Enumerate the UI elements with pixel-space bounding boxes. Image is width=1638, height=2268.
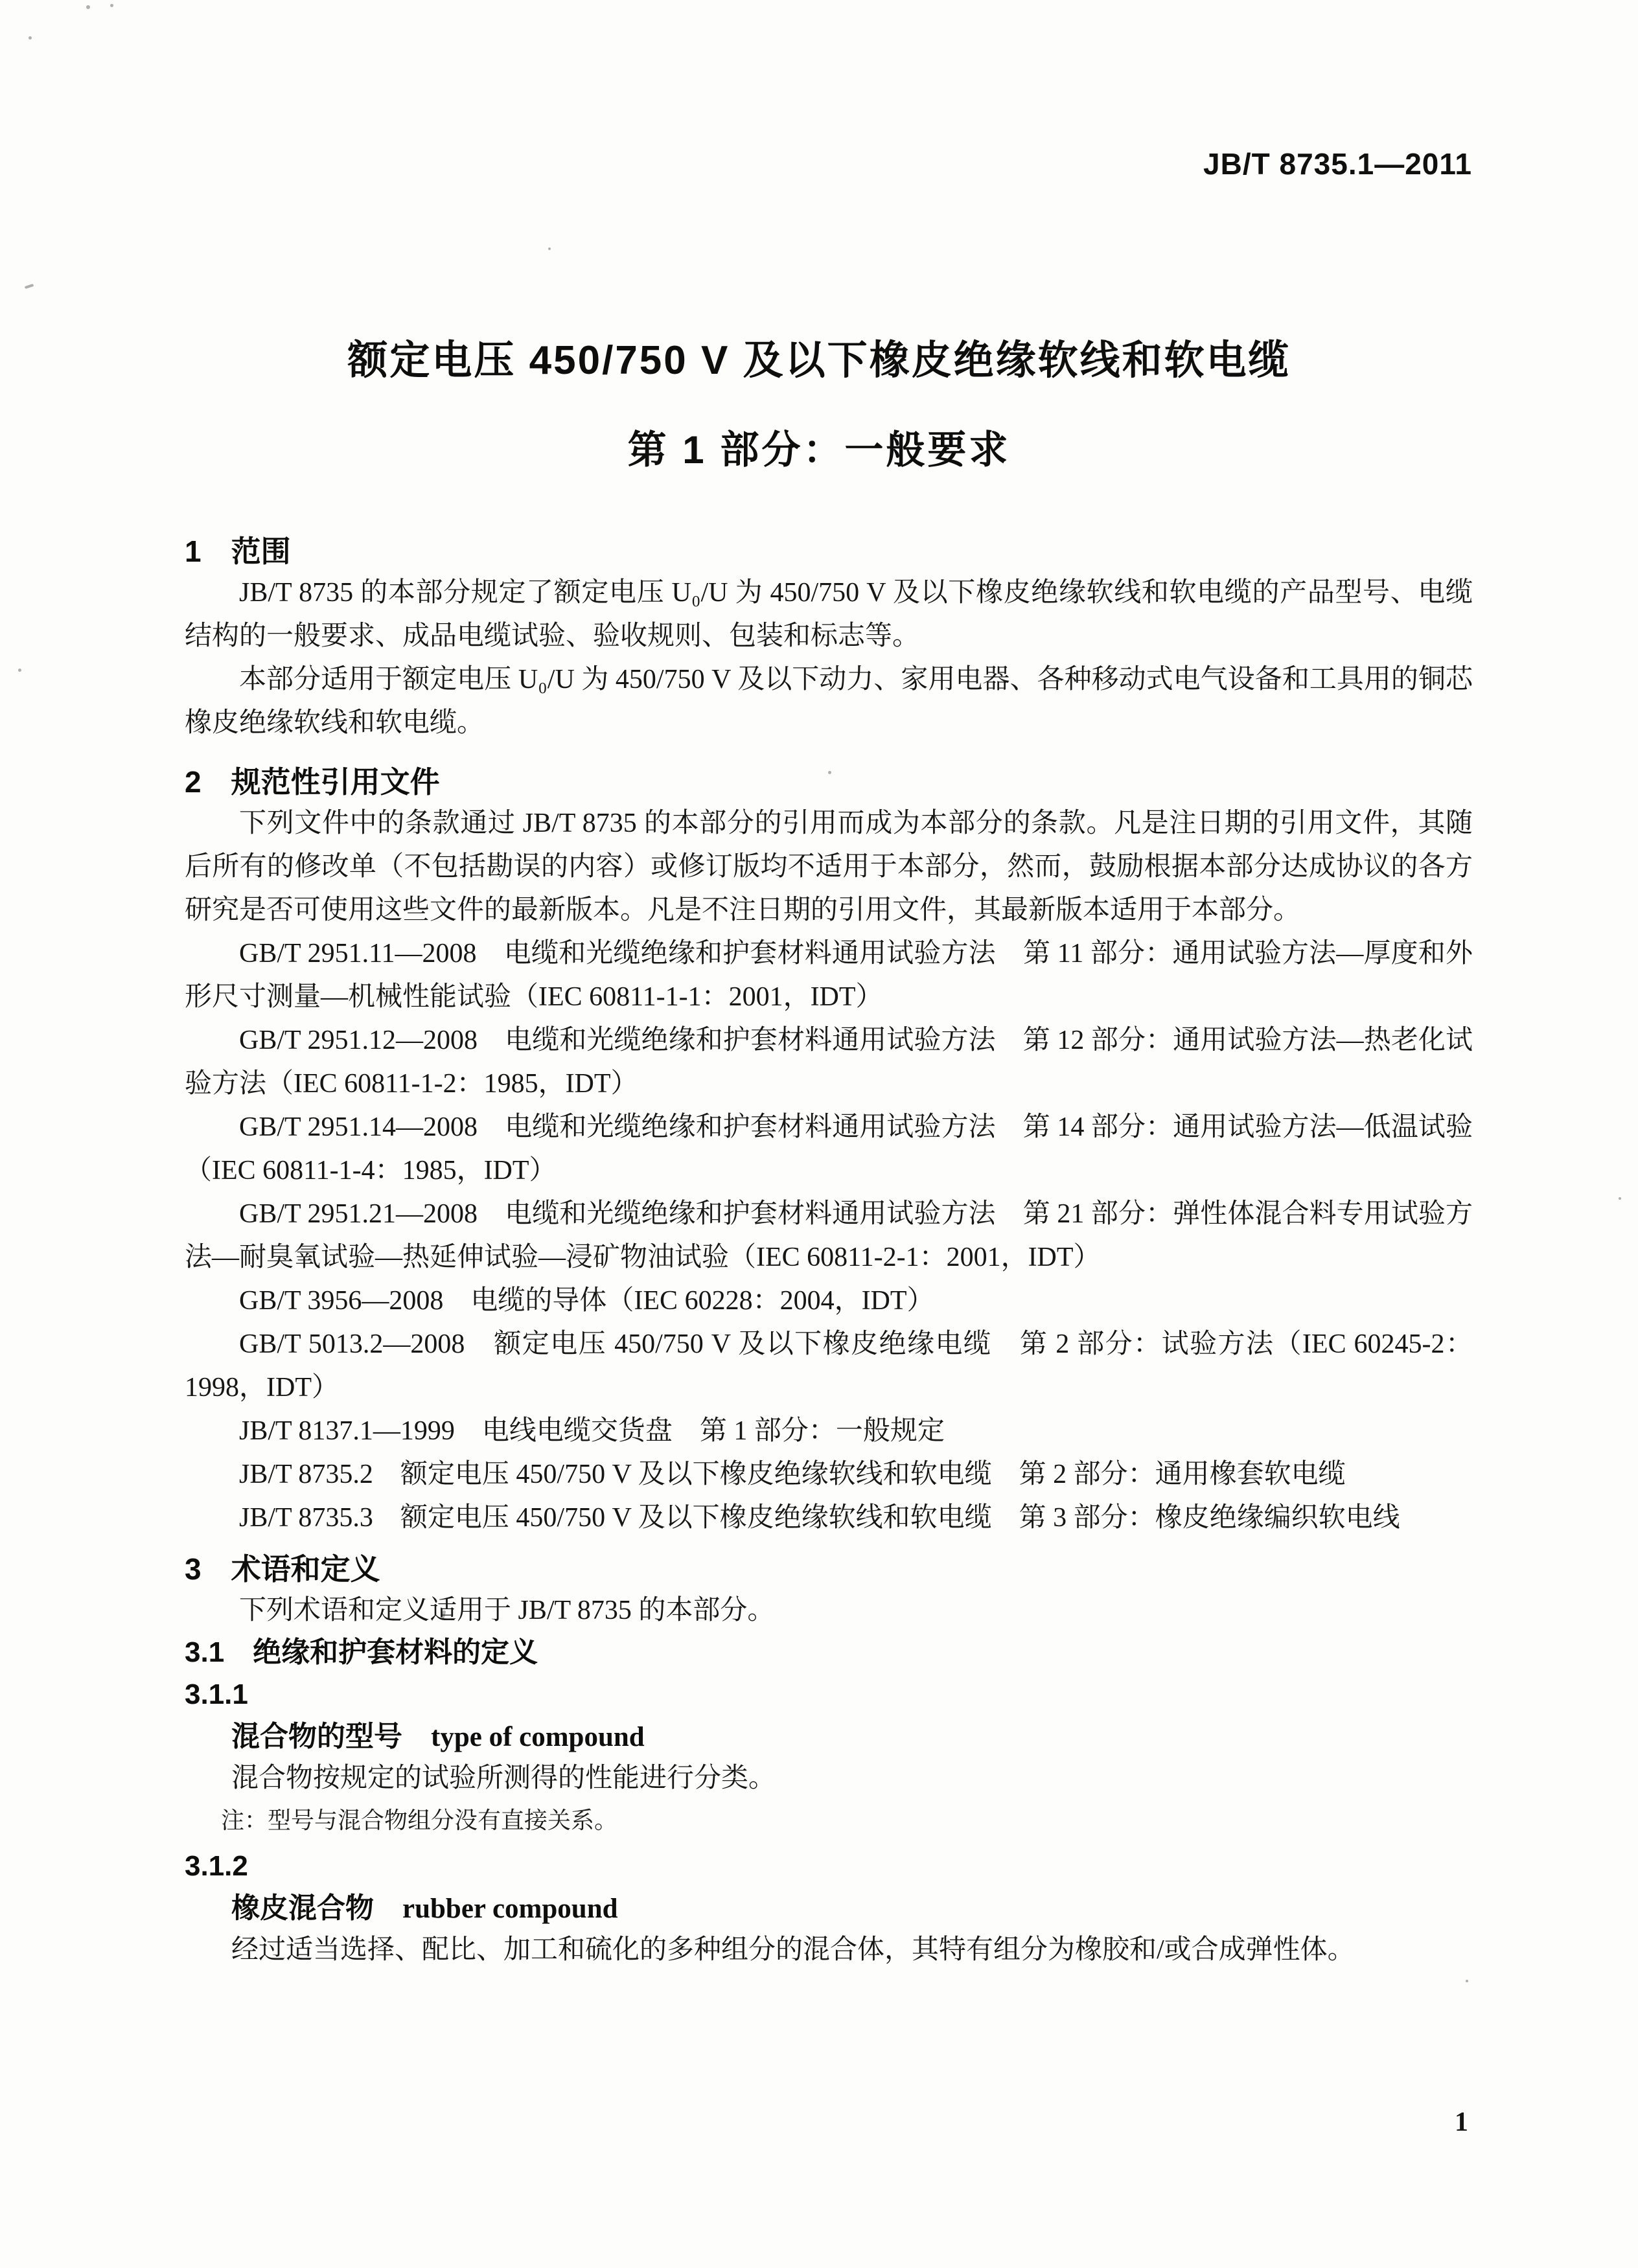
scan-speck [29,36,32,40]
reference-item: JB/T 8735.2 额定电压 450/750 V 及以下橡皮绝缘软线和软电缆 第 2 部分：通用橡套软电缆 [239,1460,1346,1489]
term-name-en: rubber compound [402,1894,618,1924]
scan-speck [110,4,113,7]
references-intro-paragraph: 下列文件中的条款通过 JB/T 8735 的本部分的引用而成为本部分的条款。凡是注日期的引用文件，其随后所有的修改单（不包括勘误的内容）或修订版均不适用于本部分，然而，鼓励根据本部分达成协议的各方研究是否可使用这些文件的最新版本。凡是不注日期的引用文件，其最新版本适用于本部分。 [185,808,1473,925]
term-name-en: type of compound [431,1722,645,1752]
scan-speck [548,247,551,250]
reference-item: GB/T 3956—2008 电缆的导体（IEC 60228：2004，IDT） [239,1286,934,1316]
scan-speck [1466,1980,1468,1982]
term-name-zh: 橡皮混合物 [231,1892,374,1924]
scan-speck [25,284,34,289]
term-entry [231,1889,1473,1929]
term-entry [231,1717,1473,1757]
term-definition: 经过适当选择、配比、加工和硫化的多种组分的混合体，其特有组分为橡胶和/或合成弹性体。 [231,1935,1355,1965]
clause-number-3-1-2: 3.1.2 [185,1850,248,1882]
term-note: 注：型号与混合物组分没有直接关系。 [221,1807,618,1833]
clause-number-3-1-1: 3.1.1 [185,1678,248,1710]
section-3-heading: 3 术语和定义 [185,1552,380,1586]
section-2-heading: 2 规范性引用文件 [185,765,440,799]
reference-item: JB/T 8735.3 额定电压 450/750 V 及以下橡皮绝缘软线和软电缆 第 3 部分：橡皮绝缘编织软电线 [239,1503,1400,1533]
scan-speck [1619,1197,1621,1200]
scan-speck [18,669,21,672]
scan-speck [86,5,90,9]
scope-paragraph-2: 本部分适用于额定电压 U₀/U 为 450/750 V 及以下动力、家用电器、各种移动式电气设备和工具用的铜芯橡皮绝缘软线和软电缆。 [185,665,1473,738]
term-definition: 混合物按规定的试验所测得的性能进行分类。 [231,1763,776,1793]
doc-number: JB/T 8735.1—2011 [1203,147,1472,181]
reference-item: GB/T 2951.21—2008 电缆和光缆绝缘和护套材料通用试验方法 第 21 部分：弹性体混合料专用试验方法—耐臭氧试验—热延伸试验—浸矿物油试验（IEC 60811-2-1：2001，IDT） [185,1199,1473,1272]
document-title [0,328,1638,475]
section-1-heading: 1 范围 [185,534,291,568]
reference-item: GB/T 5013.2—2008 额定电压 450/750 V 及以下橡皮绝缘电缆 第 2 部分：试验方法（IEC 60245-2：1998，IDT） [185,1329,1473,1403]
title-line-2: 第 1 部分：一般要求 [627,428,1011,472]
title-line-1: 额定电压 450/750 V 及以下橡皮绝缘软线和软电缆 [347,338,1291,383]
term-name-zh: 混合物的型号 [231,1721,402,1752]
page-number: 1 [1455,2107,1468,2137]
reference-item: GB/T 2951.14—2008 电缆和光缆绝缘和护套材料通用试验方法 第 14 部分：通用试验方法—低温试验（IEC 60811-1-4：1985，IDT） [185,1112,1473,1186]
document-body [185,531,1473,1972]
reference-item: GB/T 2951.11—2008 电缆和光缆绝缘和护套材料通用试验方法 第 11 部分：通用试验方法—厚度和外形尺寸测量—机械性能试验（IEC 60811-1-1：2001，IDT） [185,939,1473,1012]
section-3-1-heading: 3.1 绝缘和护套材料的定义 [185,1636,538,1668]
reference-item: GB/T 2951.12—2008 电缆和光缆绝缘和护套材料通用试验方法 第 12 部分：通用试验方法—热老化试验方法（IEC 60811-1-2：1985，IDT） [185,1025,1473,1099]
reference-item: JB/T 8137.1—1999 电线电缆交货盘 第 1 部分：一般规定 [239,1416,945,1446]
scope-paragraph-1: JB/T 8735 的本部分规定了额定电压 U₀/U 为 450/750 V 及以下橡皮绝缘软线和软电缆的产品型号、电缆结构的一般要求、成品电缆试验、验收规则、包装和标志等。 [185,578,1473,651]
terms-intro-paragraph: 下列术语和定义适用于 JB/T 8735 的本部分。 [239,1596,775,1625]
